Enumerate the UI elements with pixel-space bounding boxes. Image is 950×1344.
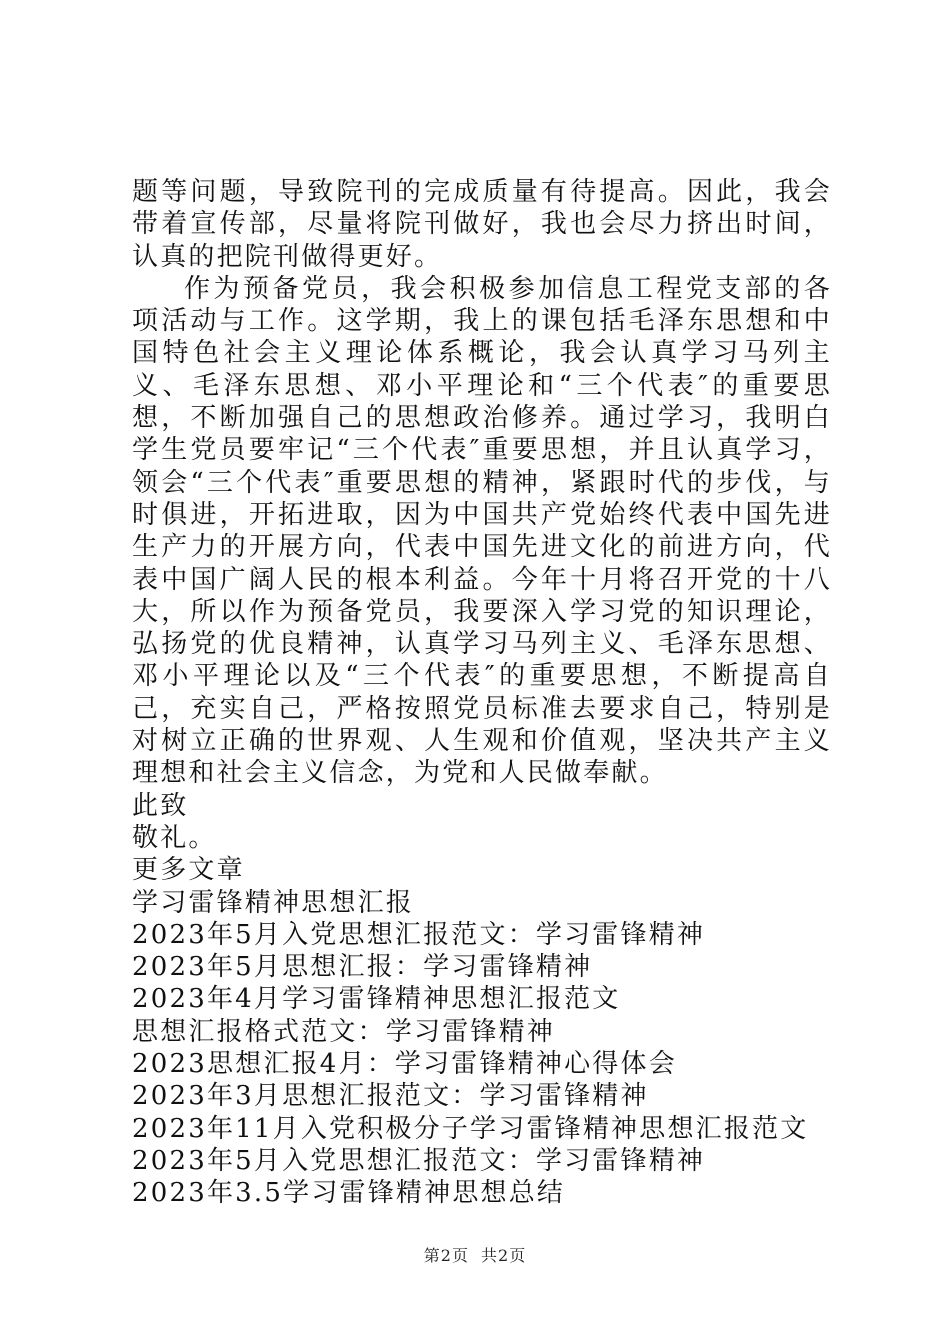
document-body [132, 176, 832, 1210]
page-number: 第2页 [423, 1246, 469, 1265]
page-total: 共2页 [481, 1246, 527, 1265]
more-articles-list [132, 887, 832, 1210]
paragraph-party-member: 作为预备党员，我会积极参加信息工程党支部的各项活动与工作。这学期，我上的课包括毛泽东思想和中国特色社会主义理论体系概论，我会认真学习马列主义、毛泽东思想、邓小平理论和“三个代表″的重要思想，不断加强自己的思想政治修养。通过学习，我明白学生党员要牢记“三个代表″重要思想，并且认真学习，领会“三个代表″重要思想的精神，紧跟时代的步伐，与时俱进，开拓进取，因为中国共产党始终代表中国先进生产力的开展方向，代表中国先进文化的前进方向，代表中国广阔人民的根本利益。今年十月将召开党的十八大，所以作为预备党员，我要深入学习党的知识理论，弘扬党的优良精神，认真学习马列主义、毛泽东思想、邓小平理论以及“三个代表″的重要思想，不断提高自己，充实自己，严格按照党员标准去要求自己，特别是对树立正确的世界观、人生观和价值观，坚决共产主义理想和社会主义信念，为党和人民做奉献。 [132, 273, 832, 789]
article-link[interactable]: 2023思想汇报4月：学习雷锋精神心得体会 [132, 1049, 677, 1080]
article-link[interactable]: 2023年5月入党思想汇报范文：学习雷锋精神 [132, 919, 706, 950]
article-link[interactable]: 思想汇报格式范文：学习雷锋精神 [132, 1016, 556, 1047]
article-link[interactable]: 2023年5月思想汇报：学习雷锋精神 [132, 952, 593, 983]
page-footer [0, 1243, 950, 1266]
paragraph-continuation: 题等问题，导致院刊的完成质量有待提高。因此，我会带着宣传部，尽量将院刊做好，我也会尽力挤出时间，认真的把院刊做得更好。 [132, 177, 832, 272]
article-link[interactable]: 2023年4月学习雷锋精神思想汇报范文 [132, 984, 621, 1015]
more-articles-title: 更多文章 [132, 855, 245, 886]
article-link[interactable]: 2023年3.5学习雷锋精神思想总结 [132, 1178, 566, 1209]
article-link[interactable]: 2023年11月入党积极分子学习雷锋精神思想汇报范文 [132, 1113, 809, 1144]
article-link[interactable]: 2023年3月思想汇报范文：学习雷锋精神 [132, 1081, 649, 1112]
closing-regards: 敬礼。 [132, 822, 217, 853]
closing-salutation: 此致 [132, 790, 189, 821]
article-link[interactable]: 2023年5月入党思想汇报范文：学习雷锋精神 [132, 1145, 706, 1176]
article-link[interactable]: 学习雷锋精神思想汇报 [132, 887, 415, 918]
